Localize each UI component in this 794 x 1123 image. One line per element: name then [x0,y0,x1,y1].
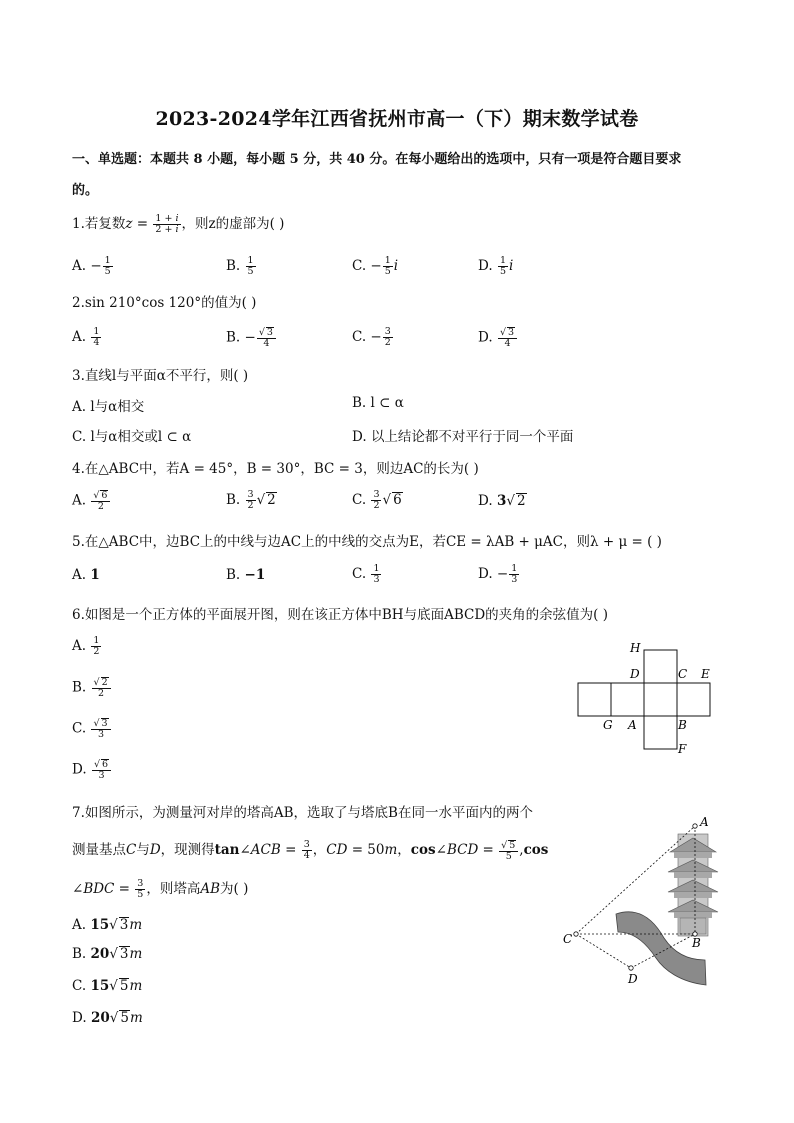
q5-option-b: B. −1 [226,567,266,583]
section-header-line1: 一、单选题：本题共 8 小题，每小题 5 分，共 40 分。在每小题给出的选项中，只有一项是符合题目要求 [72,152,682,167]
net-square-bottom [644,716,677,749]
section-header-line2: 的。 [72,183,99,198]
question-prefix: 若复数 [84,216,126,232]
q7-option-b: B. 20√ 3m [72,946,143,962]
net-square-top [644,650,677,683]
question-7-line3: ∠BDC = $\frac{3}{5}$ ，则塔高AB为( ) [72,878,249,900]
label-e: E [701,667,710,681]
q1-option-a: A. − $\frac{1}{5}$ [72,255,111,277]
q5-option-a: A. 1 [72,567,100,583]
q4-option-b: B. $\frac{3}{2}$ √ 2 [226,489,276,511]
q3-option-b: B. l ⊂ α [352,395,404,411]
q5-option-c: C. $\frac{1}{3}$ [352,563,380,585]
label-c: C [678,667,688,681]
net-square [677,683,710,716]
q7-option-c: C. 15√ 5m [72,978,143,994]
q6-option-b: B. $\frac{√ 2}{2}$ [72,677,112,699]
label-a: A [628,718,637,732]
question-number: 2. [72,295,85,311]
label-g: G [603,718,613,732]
label-a: A [700,815,709,829]
q1-option-b: B. $\frac{1}{5}$ [226,255,254,277]
question-2 [72,291,256,311]
q2-option-b: B. − $\frac{√ 3}{4}$ [226,327,277,349]
question-number: 7. [72,805,85,821]
q4-option-d: D. 3√ 2 [478,493,526,509]
label-b: B [692,936,701,950]
q4-option-a: A. $\frac{√ 6}{2}$ [72,490,111,512]
q3-option-a: A. l与α相交 [72,399,145,415]
label-b: B [678,718,687,732]
tower-river-figure [560,810,730,990]
net-square [611,683,644,716]
q2-option-a: A. $\frac{1}{4}$ [72,326,100,348]
label-c: C [563,932,573,946]
q1-option-c: C. − $\frac{1}{5}$ i [352,255,399,277]
question-6 [72,603,608,623]
net-square [578,683,611,716]
label-d: D [628,972,638,986]
q3-option-c: C. l与α相交或l ⊂ α [72,429,192,445]
cube-net-figure [570,640,720,760]
label-h: H [630,641,641,655]
question-number: 6. [72,607,85,623]
label-d: D [630,667,640,681]
question-suffix: ，则z的虚部为( ) [181,216,285,232]
fraction: $\frac{1 + i}{2 + i}$ [155,213,179,235]
q3-option-d: D. 以上结论都不对平行于同一个平面 [352,429,574,445]
net-square [644,683,677,716]
q2-option-c: C. − $\frac{3}{2}$ [352,326,391,348]
question-number: 4. [72,461,85,477]
question-1: 1.若复数z = $\frac{1 + i}{2 + i}$ ，则z的虚部为( ) [72,213,285,235]
q6-option-a: A. $\frac{1}{2}$ [72,635,100,657]
q1-option-d: D. $\frac{1}{5}$ i [478,255,514,277]
question-3 [72,364,248,384]
pagoda-tower [668,834,718,936]
q6-option-c: C. $\frac{√ 3}{3}$ [72,718,112,740]
question-7-line2: 测量基点C与D，现测得tan∠ACB = $\frac{3}{4}$ ，CD = 50m，cos∠BCD = $\frac{√ 5}{5}$ ,cos [72,839,549,862]
q5-option-d: D. − $\frac{1}{3}$ [478,563,518,585]
question-text: 在△ABC中，若A = 45°，B = 30°，BC = 3，则边AC的长为( ) [84,461,479,477]
question-number: 5. [72,534,85,550]
question-5 [72,530,662,550]
question-number: 3. [72,368,85,384]
question-7-line1: 7.如图所示，为测量河对岸的塔高AB，选取了与塔底B在同一水平面内的两个 [72,805,533,821]
q6-option-d: D. $\frac{√ 6}{3}$ [72,759,112,781]
question-text: 如图是一个正方体的平面展开图，则在该正方体中BH与底面ABCD的夹角的余弦值为( ) [84,607,608,623]
question-number: 1. [72,216,85,232]
question-4 [72,457,479,477]
question-text: sin 210°cos 120°的值为( ) [84,295,257,311]
label-f: F [678,742,687,756]
question-text: 在△ABC中，边BC上的中线与边AC上的中线的交点为E，若CE = λAB + μAC，则λ + μ = ( ) [84,534,662,550]
question-text: 直线l与平面α不平行，则( ) [84,368,249,384]
q7-option-a: A. 15√ 3m [72,917,143,933]
q2-option-d: D. $\frac{√ 3}{4}$ [478,327,518,349]
page-title: 2023-2024学年江西省抚州市高一（下）期末数学试卷 [155,108,639,130]
q4-option-c: C. $\frac{3}{2}$ √ 6 [352,489,402,511]
q7-option-d: D. 20√ 5m [72,1010,143,1026]
line-cd [576,934,631,968]
